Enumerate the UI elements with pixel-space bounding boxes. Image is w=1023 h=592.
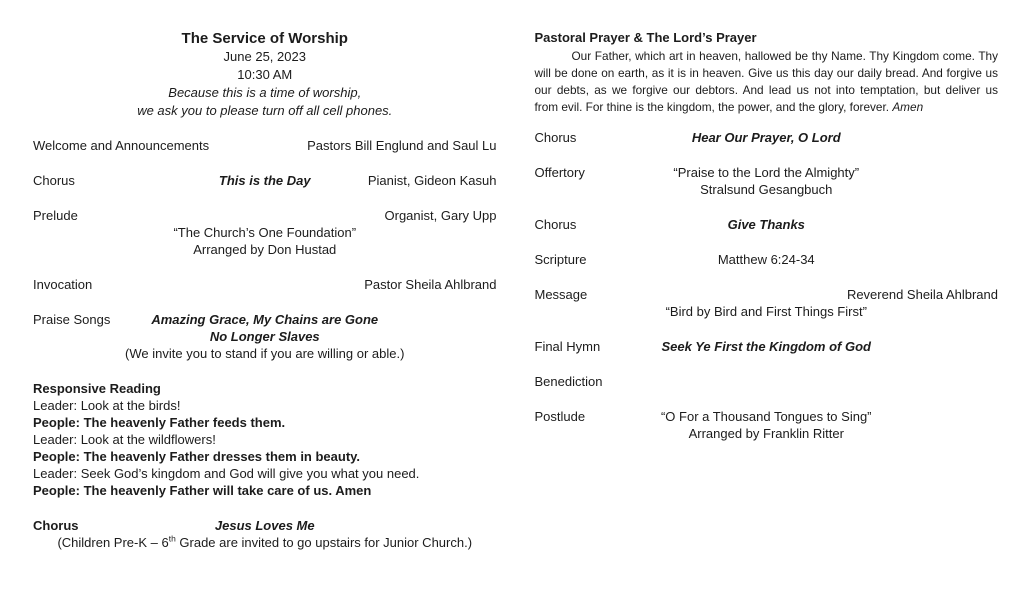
message-label: Message [534,287,588,302]
postlude-row [535,408,999,442]
scripture-row [535,251,999,268]
junior-church-note-prefix: (Children Pre-K – 6 [57,535,169,550]
lords-prayer-paragraph [535,48,999,116]
final-hymn-label: Final Hymn [534,339,601,354]
junior-church-note-suffix: Grade are invited to go upstairs for Junior Church.) [175,535,473,550]
postlude-label: Postlude [534,409,586,424]
chorus-song-title: This is the Day [218,173,311,188]
invocation-label: Invocation [33,277,93,292]
prayer-line-4 [535,99,999,116]
reading-leader-line-1: Leader: Look at the birds! [33,398,181,413]
welcome-row [33,137,497,154]
praise-songs-label: Praise Songs [33,312,111,327]
prelude-organist: Organist, Gary Upp [384,208,497,223]
service-header [33,29,497,120]
offertory-piece-title: “Praise to the Lord the Almighty” [673,165,860,180]
chorus-right-song-2: Give Thanks [727,217,805,232]
message-sermon-title: “Bird by Bird and First Things First” [665,304,867,319]
welcome-label: Welcome and Announcements [33,138,210,153]
right-column [535,29,999,592]
prayer-amen: Amen [892,100,924,114]
benediction-row [535,373,999,390]
reading-people-line-3: People: The heavenly Father will take care of us. Amen [33,483,372,498]
junior-church-note [33,534,497,551]
offertory-row [535,164,999,198]
chorus-final-song-title: Jesus Loves Me [214,518,315,533]
postlude-arranger: Arranged by Franklin Ritter [688,426,844,441]
praise-songs-row [33,311,497,362]
prayer-line-2: will be done on earth, as it is in heaven. Give us this day our daily bread. And forgive us [534,66,998,80]
benediction-label: Benediction [534,374,603,389]
service-date: June 25, 2023 [223,49,306,64]
postlude-piece-title: “O For a Thousand Tongues to Sing” [660,409,872,424]
responsive-reading-section [33,380,497,499]
standing-note: (We invite you to stand if you are willing or able.) [125,346,405,361]
message-reverend: Reverend Sheila Ahlbrand [846,287,998,302]
prayer-line-4-text: from evil. For thine is the kingdom, the power, and the glory, forever. [534,100,890,114]
scripture-label: Scripture [534,252,587,267]
prelude-row [33,207,497,258]
message-row [535,286,999,320]
reading-leader-line-2: Leader: Look at the wildflowers! [33,432,216,447]
service-title: The Service of Worship [181,30,348,47]
reading-people-line-2: People: The heavenly Father dresses them in beauty. [33,449,361,464]
prayer-line-3: our debts, as we forgive our debtors. And lead us not into temptation, but deliver us [534,83,998,97]
reading-people-line-1: People: The heavenly Father feeds them. [33,415,286,430]
scripture-reference: Matthew 6:24-34 [717,252,815,267]
cell-phone-note-line1: Because this is a time of worship, [168,85,362,100]
praise-song-1: Amazing Grace, My Chains are Gone [151,312,379,327]
chorus-label: Chorus [33,173,75,188]
chorus-row-2 [33,517,497,551]
invocation-row [33,276,497,293]
chorus-pianist: Pianist, Gideon Kasuh [367,173,497,188]
chorus-row-right-1 [535,129,999,146]
prelude-piece-title: “The Church’s One Foundation” [173,225,357,240]
final-hymn-row [535,338,999,355]
offertory-source: Stralsund Gesangbuch [700,182,833,197]
chorus-right-song-1: Hear Our Prayer, O Lord [691,130,841,145]
chorus-final-label: Chorus [33,518,79,533]
responsive-reading-heading: Responsive Reading [33,381,161,396]
left-column [33,29,497,592]
pastoral-prayer-heading: Pastoral Prayer & The Lord’s Prayer [534,30,757,45]
final-hymn-title: Seek Ye First the Kingdom of God [661,339,871,354]
reading-leader-line-3: Leader: Seek God’s kingdom and God will give you what you need. [33,466,420,481]
chorus-right-label-2: Chorus [534,217,577,232]
service-time: 10:30 AM [237,67,293,82]
invocation-pastor: Pastor Sheila Ahlbrand [364,277,497,292]
welcome-pastors: Pastors Bill Englund and Saul Lu [307,138,497,153]
prelude-label: Prelude [33,208,78,223]
praise-song-2: No Longer Slaves [209,329,320,344]
chorus-row-right-2 [535,216,999,233]
cell-phone-note-line2: we ask you to please turn off all cell phones. [137,103,393,118]
ordinal-superscript: th [168,533,176,544]
chorus-row-1 [33,172,497,189]
prelude-arranger: Arranged by Don Hustad [193,242,337,257]
prayer-line-1: Our Father, which art in heaven, hallowed be thy Name. Thy Kingdom come. Thy [571,49,998,63]
offertory-label: Offertory [534,165,585,180]
chorus-right-label-1: Chorus [534,130,577,145]
